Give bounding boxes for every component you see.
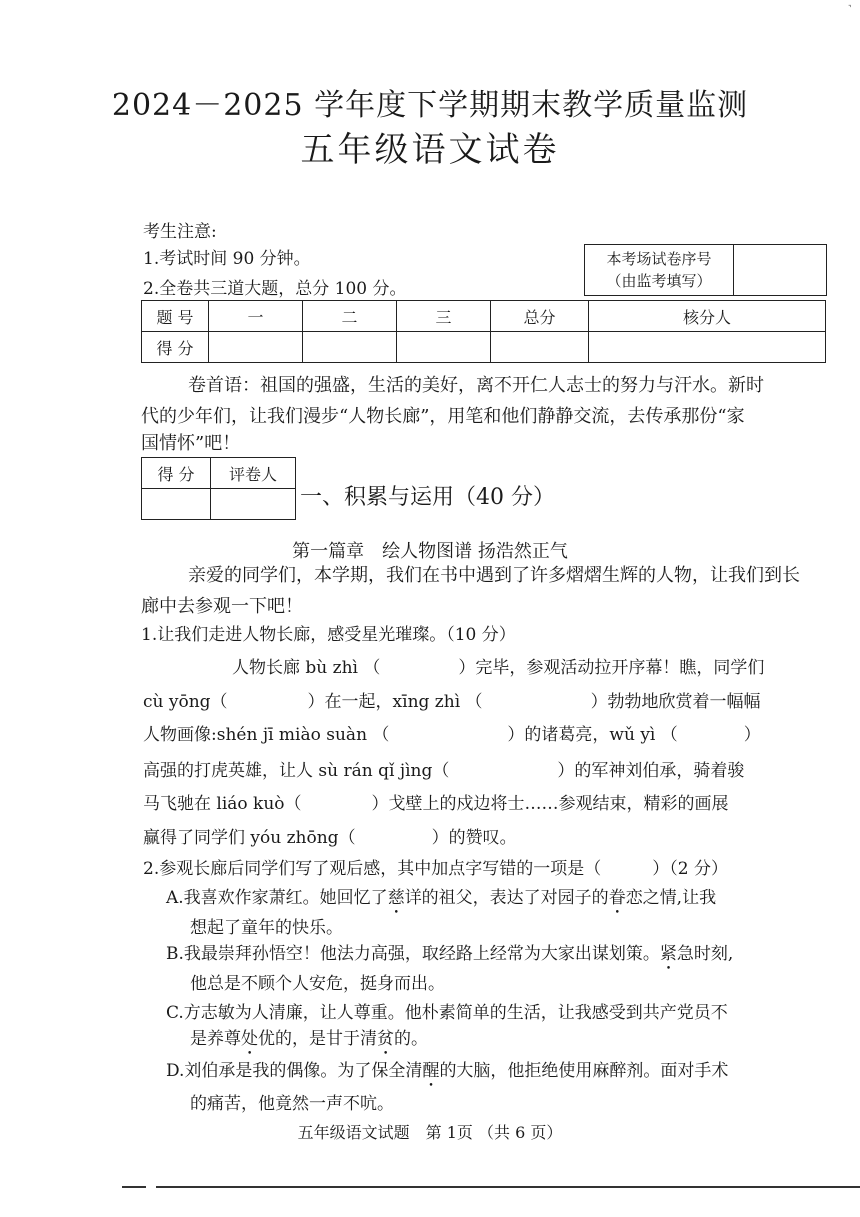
score-row-label: 得 分: [142, 332, 209, 363]
exam-subtitle: 五年级语文试卷: [300, 130, 560, 170]
score-header-cell: 题 号: [142, 301, 209, 332]
score-cell[interactable]: [209, 332, 303, 363]
grader-table: [141, 457, 296, 520]
option-c-cont: 是养尊处优的，是甘于清贫的。: [190, 1029, 428, 1049]
score-row: [142, 332, 826, 363]
q1-line: 马飞驰在 liáo kuò（ ）戈壁上的戍边将士……参观结束，精彩的画展: [143, 794, 729, 814]
question-1-title: 1.让我们走进人物长廊，感受星光璀璨。（10 分）: [141, 625, 516, 645]
fold-line: [122, 1186, 146, 1188]
exam-title: 2024－2025 学年度下学期期末教学质量监测: [111, 88, 749, 123]
option-d-cont: 的痛苦，他竟然一声不吭。: [190, 1094, 394, 1114]
option-a[interactable]: A.我喜欢作家萧红。她回忆了慈详的祖父，表达了对园子的眷恋之情,让我: [166, 888, 717, 908]
preface-line: 卷首语：祖国的强盛，生活的美好，离不开仁人志士的努力与汗水。新时: [188, 375, 764, 396]
serial-label: 本考场试卷序号 （由监考填写）: [585, 245, 734, 295]
score-header-cell: 一: [209, 301, 303, 332]
q1-line: 赢得了同学们 yóu zhōng（ ）的赞叹。: [143, 828, 517, 848]
score-header-cell: 核分人: [589, 301, 826, 332]
intro-line: 廊中去参观一下吧！: [141, 596, 303, 617]
option-d[interactable]: D.刘伯承是我的偶像。为了保全清醒的大脑，他拒绝使用麻醉剂。面对手术: [166, 1061, 729, 1081]
intro-line: 亲爱的同学们，本学期，我们在书中遇到了许多熠熠生辉的人物，让我们到长: [188, 565, 800, 586]
score-header-cell: 总分: [491, 301, 589, 332]
score-cell[interactable]: [397, 332, 491, 363]
fold-line: [156, 1186, 860, 1188]
grader-name-field[interactable]: [211, 489, 296, 520]
grader-name-label: 评卷人: [211, 458, 296, 489]
option-b-cont: 他总是不顾个人安危，挺身而出。: [190, 974, 445, 994]
score-header-cell: 三: [397, 301, 491, 332]
dotted-char: 慈: [387, 888, 405, 908]
score-table: [141, 300, 826, 363]
serial-field[interactable]: [734, 245, 826, 295]
score-cell[interactable]: [491, 332, 589, 363]
preface-line: 国情怀”吧！: [141, 433, 241, 454]
score-cell[interactable]: [303, 332, 397, 363]
scan-mark: ˺: [847, 2, 852, 18]
page-footer: 五年级语文试题 第 1页 （共 6 页）: [297, 1123, 563, 1142]
dotted-char: 贫: [377, 1029, 394, 1049]
option-b[interactable]: B.我最崇拜孙悟空！他法力高强，取经路上经常为大家出谋划策。紧急时刻,: [166, 944, 734, 964]
q1-line: 高强的打虎英雄，让人 sù rán qǐ jìng（ ）的军神刘伯承，骑着骏: [143, 761, 745, 781]
dotted-char: 紧: [659, 944, 677, 964]
q1-line: cù yōng（ ）在一起，xīng zhì （ ）勃勃地欣赏着一幅幅: [143, 692, 761, 712]
section-title: 一、积累与运用（40 分）: [300, 485, 555, 510]
notice-item: 1.考试时间 90 分钟。: [143, 249, 311, 269]
q1-line: 人物长廊 bù zhì （ ）完毕，参观活动拉开序幕！瞧，同学们: [232, 658, 765, 678]
option-a-cont: 想起了童年的快乐。: [190, 918, 343, 938]
grader-score-field[interactable]: [142, 489, 211, 520]
chapter-title: 第一篇章 绘人物图谱 扬浩然正气: [292, 541, 568, 562]
q1-line: 人物画像:shén jī miào suàn （ ）的诸葛亮，wǔ yì （ ）: [143, 725, 761, 745]
score-header-cell: 二: [303, 301, 397, 332]
question-2-title: 2.参观长廊后同学们写了观后感，其中加点字写错的一项是（ ）（2 分）: [143, 859, 728, 879]
dotted-char: 处: [241, 1029, 258, 1049]
score-header-row: [142, 301, 826, 332]
preface-line: 代的少年们，让我们漫步“人物长廊”，用笔和他们静静交流，去传承那份“家: [141, 406, 745, 427]
notice-item: 2.全卷共三道大题，总分 100 分。: [143, 279, 407, 299]
dotted-char: 眷: [608, 888, 626, 908]
score-cell[interactable]: [589, 332, 826, 363]
dotted-char: 醒: [422, 1061, 440, 1081]
notice-heading: 考生注意:: [143, 222, 217, 242]
option-c[interactable]: C.方志敏为人清廉，让人尊重。他朴素简单的生活，让我感受到共产党员不: [166, 1003, 728, 1023]
serial-number-box: [584, 244, 827, 296]
grader-score-label: 得 分: [142, 458, 211, 489]
